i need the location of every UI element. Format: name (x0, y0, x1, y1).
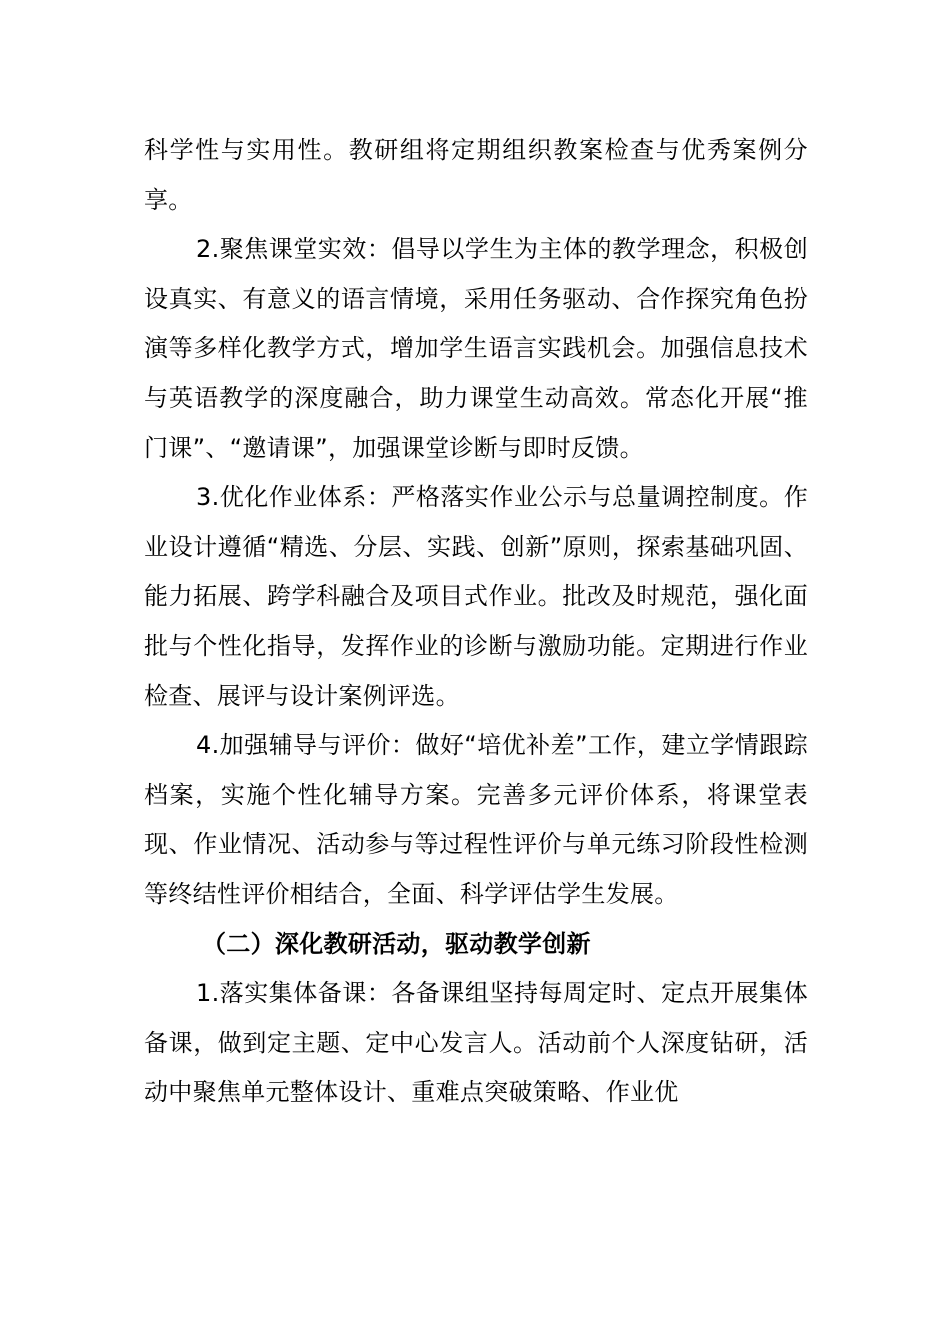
paragraph-tutoring-evaluation: 4.加强辅导与评价：做好“培优补差”工作，建立学情跟踪档案，实施个性化辅导方案。完善多元评价体系，将课堂表现、作业情况、活动参与等过程性评价与单元练习阶段性检测等终结性评价相结合，全面、科学评估学生发展。 (144, 731, 808, 908)
paragraph-collective-lesson-prep: 1.落实集体备课：各备课组坚持每周定时、定点开展集体备课，做到定主题、定中心发言人。活动前个人深度钻研，活动中聚焦单元整体设计、重难点突破策略、作业优 (144, 979, 808, 1107)
paragraph-classroom-effectiveness: 2.聚焦课堂实效：倡导以学生为主体的教学理念，积极创设真实、有意义的语言情境，采用任务驱动、合作探究角色扮演等多样化教学方式，增加学生语言实践机会。加强信息技术与英语教学的深度融合，助力课堂生动高效。常态化开展“推门课”、“邀请课”，加强课堂诊断与即时反馈。 (144, 235, 808, 462)
document-body (144, 126, 808, 1118)
section-heading: （二）深化教研活动，驱动教学创新 (202, 929, 591, 958)
paragraph-homework-system: 3.优化作业体系：严格落实作业公示与总量调控制度。作业设计遵循“精选、分层、实践、创新”原则，探索基础巩固、能力拓展、跨学科融合及项目式作业。批改及时规范，强化面批与个性化指导，发挥作业的诊断与激励功能。定期进行作业检查、展评与设计案例评选。 (144, 483, 808, 710)
paragraph-continuation: 科学性与实用性。教研组将定期组织教案检查与优秀案例分享。 (144, 136, 808, 214)
